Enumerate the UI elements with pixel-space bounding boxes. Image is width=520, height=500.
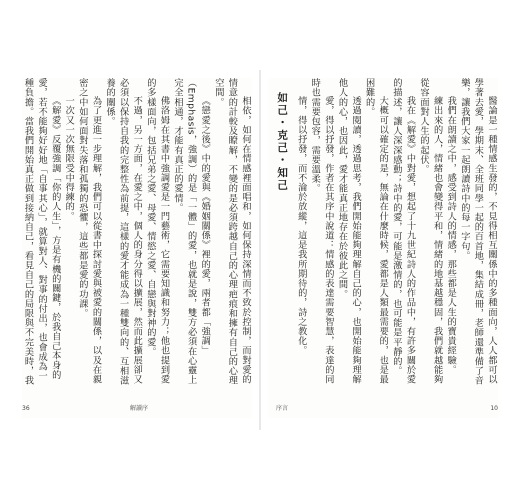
paragraph: 《戀愛之後》中的愛與《婚姻關係》裡的愛，兩者都「強調」（Emphasis，強調）的是「一體」的愛，也就是說，雙方必須在心靈上完全相通，才能有真正的愛情。 <box>172 78 211 385</box>
paragraph: 練出來的人，情緒也會變得平和，情緒的地基越穩固，我們就越能夠從容面對人生的起伏。 <box>418 78 443 385</box>
running-footer: 序言 <box>276 405 289 412</box>
paragraph: 我在《解愛》中對愛，想起了十九世紀詩人的作品中，有許多關於愛的描述，讓人深深感動；詩中的愛，可能是激情的，也可能是平靜的。 <box>390 78 416 385</box>
right-page-body <box>268 78 498 388</box>
paragraph: 大概可以確定的是，無論在什麼時候，愛都是人類最需要的，也是最困難的。 <box>363 78 389 385</box>
page-number: 10 <box>490 405 498 412</box>
section-title: 如己・克己・知己 <box>276 92 289 192</box>
book-gutter <box>259 70 261 430</box>
paragraph: 為了更進一步理解，我們可以從書中探討愛與被愛的關係，以及在親密之中如何面對失落和孤獨的恐懼，這些都是愛的功課。 <box>76 78 102 385</box>
left-page <box>22 78 252 418</box>
paragraph: 透過閱讀，透過思考，我們開始能夠理解自己的心，也開始能夠理解他人的心，也因此，愛才能真正地存在於彼此之間。 <box>336 78 362 385</box>
paragraph: 《解愛》反覆強調「你的人生」，方是有機的關鍵，於我自己本身的愛，若不能夠好好地「自事其心」，就算對人、對事的付出，也會成為一種負擔。當我們開始真正做到接納自己，看見自己的局限與不完美時，我 <box>22 78 61 386</box>
paragraph: 相依，如何在情感裡面唱和，如何保持深情而不致於控制，而對愛的情意的計較及瞭解，不變的是必須跨越自己的心理疤痕和擁有自己的心理空間。 <box>212 78 251 386</box>
paragraph: 愛，得以抒發，作者在其序中說道：情感的表達需要智慧，表達的同時也需要包容，需要溫柔。 <box>309 78 334 385</box>
left-page-body <box>22 78 252 388</box>
page-number: 36 <box>22 405 30 412</box>
paragraph: 醫論是一種情感生發的，不見得相互關係中的多種面向，人人都可以學著去愛，學期末、全班同學一起的百首地，集結成冊，老師還準備了音樂，讓我們大家一起朗讀詩中的每一字句。 <box>458 78 497 386</box>
paragraph: 我們在朗讀之中，感受到詩人的情感，那些都是人生的寶貴經驗。 <box>445 96 457 375</box>
running-footer: 解讀序 <box>130 405 149 412</box>
paragraph: 一次又一次無限受中得練的。 <box>63 96 75 222</box>
paragraph <box>268 78 269 388</box>
paragraph: 情，得以抒發，而不淪於放縱，這是我所期待的，詩之教化。 <box>295 96 307 356</box>
paragraph: 佛洛姆在其書中強調愛是一門藝術，它需要知識和努力；他也提到愛的多樣面向，包括兄弟之愛、母愛、情慾之愛、自戀與對神的愛。 <box>144 78 170 385</box>
paragraph: 不過，另一方面，在愛之中，個人的身分得以擴展，然而此擴展卻又必須以保持自我的完整性為前提，這樣的愛才能成為一種雙向的、互相滋養的關係。 <box>104 78 143 386</box>
right-page <box>268 78 498 418</box>
